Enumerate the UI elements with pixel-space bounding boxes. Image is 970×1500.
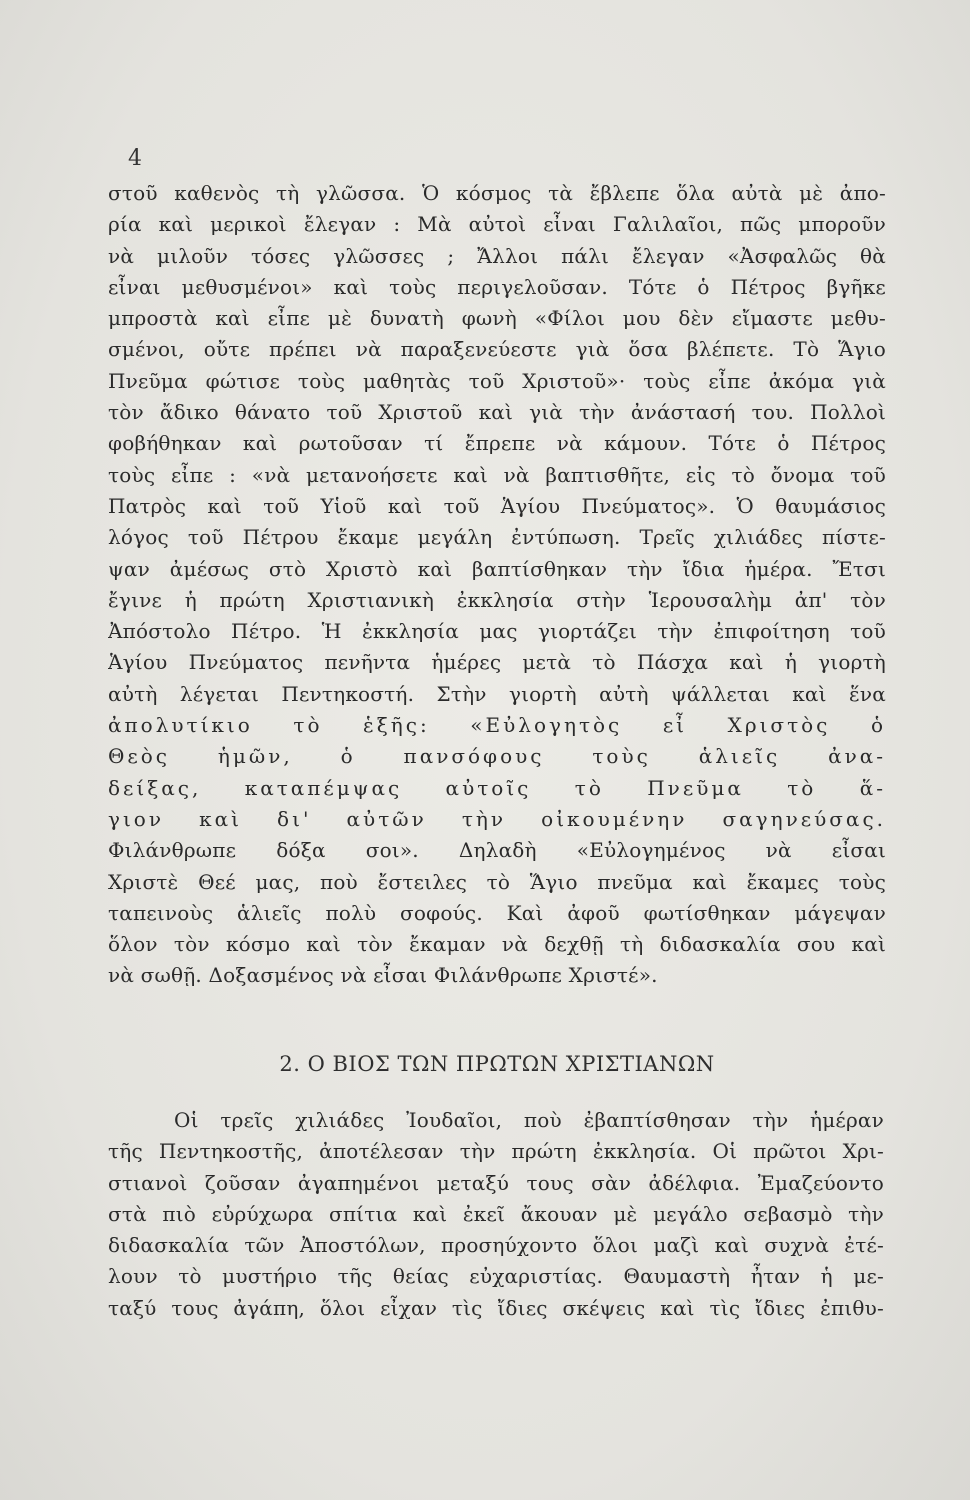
text-line: ψαν ἀμέσως στὸ Χριστὸ καὶ βαπτίσθηκαν τὴν ἴδια ἡμέρα. Ἔτσι	[108, 556, 886, 581]
text-line: λουν τὸ μυστήριο τῆς θείας εὐχαριστίας. Θαυμαστὴ ἦταν ἡ με-	[108, 1264, 884, 1289]
text-line: νὰ σωθῇ. Δοξασμένος νὰ εἶσαι Φιλάνθρωπε Χριστέ».	[108, 963, 658, 988]
text-line: Ἀπόστολο Πέτρο. Ἡ ἐκκλησία μας γιορτάζει τὴν ἐπιφοίτηση τοῦ	[108, 619, 886, 644]
text-line: ὅλον τὸν κόσμο καὶ τὸν ἔκαμαν νὰ δεχθῇ τὴ διδασκαλία σου καὶ	[108, 932, 886, 957]
text-line: τῆς Πεντηκοστῆς, ἀποτέλεσαν τὴν πρώτη ἐκκλησία. Οἱ πρῶτοι Χρι-	[108, 1139, 884, 1164]
text-line: εἶναι μεθυσμένοι» καὶ τοὺς περιγελοῦσαν. Τότε ὁ Πέτρος βγῆκε	[108, 274, 886, 299]
text-line: ἀπολυτίκιο τὸ ἑξῆς: «Εὐλογητὸς εἶ Χριστὸς ὁ	[108, 713, 886, 738]
paragraph-pentecost	[108, 178, 886, 992]
text-line: ταπεινοὺς ἁλιεῖς πολὺ σοφούς. Καὶ ἀφοῦ φωτίσθηκαν μάγεψαν	[108, 900, 886, 925]
text-line: φοβήθηκαν καὶ ρωτοῦσαν τί ἔπρεπε νὰ κάμουν. Τότε ὁ Πέτρος	[108, 431, 886, 456]
text-line: Πνεῦμα φώτισε τοὺς μαθητὰς τοῦ Χριστοῦ»· τοὺς εἶπε ἀκόμα γιὰ	[108, 368, 886, 393]
text-line: τὸν ἄδικο θάνατο τοῦ Χριστοῦ καὶ γιὰ τὴν ἀνάστασή του. Πολλοὶ	[108, 400, 886, 425]
text-line: στοῦ καθενὸς τὴ γλῶσσα. Ὁ κόσμος τὰ ἔβλεπε ὅλα αὐτὰ μὲ ἀπο-	[108, 181, 886, 205]
text-line: στιανοὶ ζοῦσαν ἀγαπημένοι μεταξύ τους σὰν ἀδέλφια. Ἐμαζεύοντο	[108, 1170, 884, 1195]
section-heading: 2. Ο ΒΙΟΣ ΤΩΝ ΠΡΩΤΩΝ ΧΡΙΣΤΙΑΝΩΝ	[279, 1052, 715, 1076]
text-line: ἔγινε ἡ πρώτη Χριστιανικὴ ἐκκλησία στὴν Ἱερουσαλὴμ ἀπ' τὸν	[108, 587, 886, 612]
text-line: ρία καὶ μερικοὶ ἔλεγαν : Μὰ αὐτοὶ εἶναι Γαλιλαῖοι, πῶς μποροῦν	[108, 212, 886, 237]
text-line: δείξας, καταπέμψας αὐτοῖς τὸ Πνεῦμα τὸ ἅ-	[108, 775, 886, 800]
text-line: στὰ πιὸ εὐρύχωρα σπίτια καὶ ἐκεῖ ἄκουαν μὲ μεγάλο σεβασμὸ τὴν	[108, 1201, 884, 1226]
text-line: ταξύ τους ἀγάπη, ὅλοι εἶχαν τὶς ἴδιες σκέψεις καὶ τὶς ἴδιες ἐπιθυ-	[108, 1295, 884, 1320]
text-line: λόγος τοῦ Πέτρου ἔκαμε μεγάλη ἐντύπωση. Τρεῖς χιλιάδες πίστε-	[108, 525, 886, 550]
text-line: Θεὸς ἡμῶν, ὁ πανσόφους τοὺς ἁλιεῖς ἀνα-	[108, 744, 886, 769]
text-line: Πατρὸς καὶ τοῦ Υἱοῦ καὶ τοῦ Ἁγίου Πνεύματος». Ὁ θαυμάσιος	[108, 493, 886, 518]
text-line: Χριστὲ Θεέ μας, ποὺ ἔστειλες τὸ Ἅγιο πνεῦμα καὶ ἔκαμες τοὺς	[108, 869, 886, 894]
text-line: Ἁγίου Πνεύματος πενῆντα ἡμέρες μετὰ τὸ Πάσχα καὶ ἡ γιορτὴ	[108, 650, 886, 675]
text-line: τοὺς εἶπε : «νὰ μετανοήσετε καὶ νὰ βαπτισθῆτε, εἰς τὸ ὄνομα τοῦ	[108, 462, 886, 487]
text-line: νὰ μιλοῦν τόσες γλῶσσες ; Ἄλλοι πάλι ἔλεγαν «Ἀσφαλῶς θὰ	[108, 243, 886, 268]
text-line: Οἱ τρεῖς χιλιάδες Ἰουδαῖοι, ποὺ ἐβαπτίσθησαν τὴν ἡμέραν	[174, 1108, 884, 1132]
page-number: 4	[128, 146, 142, 171]
text-line: Φιλάνθρωπε δόξα σοι». Δηλαδὴ «Εὐλογημένος νὰ εἶσαι	[108, 838, 886, 863]
text-line: σμένοι, οὔτε πρέπει νὰ παραξενεύεστε γιὰ ὅσα βλέπετε. Τὸ Ἅγιο	[108, 337, 886, 362]
text-line: διδασκαλία τῶν Ἀποστόλων, προσηύχοντο ὅλοι μαζὶ καὶ συχνὰ ἐτέ-	[108, 1233, 884, 1258]
text-line: αὐτὴ λέγεται Πεντηκοστή. Στὴν γιορτὴ αὐτὴ ψάλλεται καὶ ἕνα	[108, 681, 886, 706]
text-line: γιον καὶ δι' αὐτῶν τὴν οἰκουμένην σαγηνεύσας.	[108, 806, 886, 831]
paragraph-early-christians	[108, 1105, 884, 1324]
text-line: μπροστὰ καὶ εἶπε μὲ δυνατὴ φωνὴ «Φίλοι μου δὲν εἴμαστε μεθυ-	[108, 306, 886, 331]
